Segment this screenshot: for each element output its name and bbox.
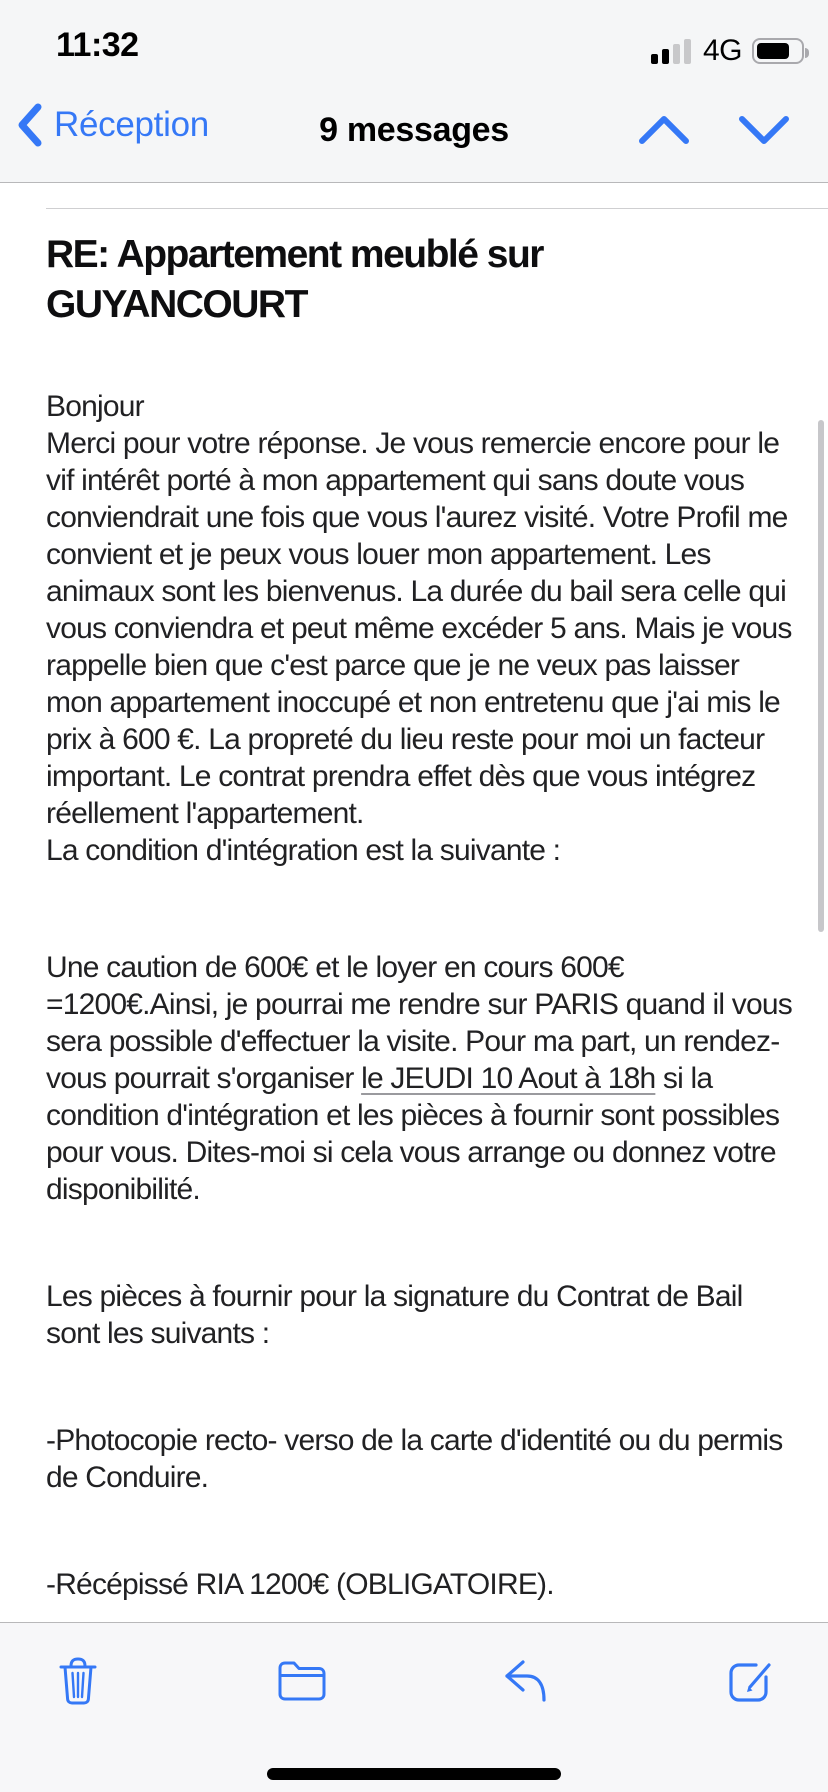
- folder-icon: [277, 1659, 327, 1703]
- network-type-label: 4G: [702, 34, 742, 67]
- status-time: 11:32: [56, 26, 139, 64]
- status-icons: [651, 34, 804, 68]
- status-bar: [0, 0, 828, 96]
- email-subject: RE: Appartement meublé sur GUYANCOURT: [46, 233, 543, 326]
- battery-fill: [757, 43, 789, 59]
- email-greeting: Bonjour: [46, 390, 144, 423]
- email-list-item-2: -Récépissé RIA 1200€ (OBLIGATOIRE).: [46, 1568, 554, 1601]
- cellular-signal-icon: [651, 37, 693, 65]
- email-body-scroll-area[interactable]: [0, 184, 828, 1622]
- home-indicator[interactable]: [267, 1768, 561, 1780]
- move-to-folder-button[interactable]: [276, 1655, 328, 1707]
- back-button-label: Réception: [54, 105, 209, 144]
- email-body: [46, 388, 794, 1747]
- email-list-item-1: -Photocopie recto- verso de la carte d'identité ou du permis de Conduire.: [46, 1424, 783, 1494]
- paragraph-2-text-tail: si la condition d'intégration et les pièces à fournir sont possibles pour vous. Dites-moi si cela vous arrange ou donnez votre disponibilité.: [46, 1062, 780, 1206]
- message-nav-arrows: [638, 113, 790, 147]
- nav-bar: [0, 95, 828, 182]
- chevron-up-icon[interactable]: [638, 113, 690, 147]
- top-bar: [0, 0, 828, 183]
- compose-button[interactable]: [724, 1655, 776, 1707]
- underlined-appointment-date: le JEUDI 10 Aout à 18h: [361, 1062, 656, 1095]
- paragraph-2-text: Une caution de 600€ et le loyer en cours 600€ =1200€.Ainsi, je pourrai me rendre sur PARIS quand il vous sera possible d'effectuer la visite. Pour ma part, un rendez-vous pourrait s'organiser: [46, 951, 792, 1095]
- header-separator: [46, 208, 828, 209]
- toolbar-buttons: [0, 1623, 828, 1707]
- email-paragraph-1: Merci pour votre réponse. Je vous remercie encore pour le vif intérêt porté à mon appartement qui sans doute vous conviendrait une fois que vous l'aurez visité. Votre Profil me convient et je peux vous louer mon appartement. Les animaux sont les bienvenus. La durée du bail sera celle qui vous conviendra et peut même excéder 5 ans. Mais je vous rappelle bien que c'est parce que je ne veux pas laisser mon appartement inoccupé et non entretenu que j'ai mis le prix à 600 €. La propreté du lieu reste pour moi un facteur important. Le contrat prendra effet dès que vous intégrez réellement l'appartement.: [46, 427, 792, 830]
- email-paragraph-1-tail: La condition d'intégration est la suivante :: [46, 834, 561, 867]
- delete-button[interactable]: [52, 1655, 104, 1707]
- battery-icon: [752, 38, 804, 64]
- message-count-title: 9 messages: [319, 111, 509, 149]
- bottom-toolbar: [0, 1622, 828, 1792]
- chevron-down-icon[interactable]: [738, 113, 790, 147]
- email-paragraph-2: [46, 949, 794, 1208]
- reply-button[interactable]: [500, 1655, 552, 1707]
- battery-cap: [805, 48, 809, 58]
- reply-icon: [501, 1657, 551, 1705]
- email-paragraph-3: Les pièces à fournir pour la signature du Contrat de Bail sont les suivants :: [46, 1280, 743, 1350]
- compose-icon: [726, 1657, 774, 1705]
- trash-icon: [55, 1656, 101, 1706]
- scrollbar-thumb[interactable]: [818, 420, 824, 932]
